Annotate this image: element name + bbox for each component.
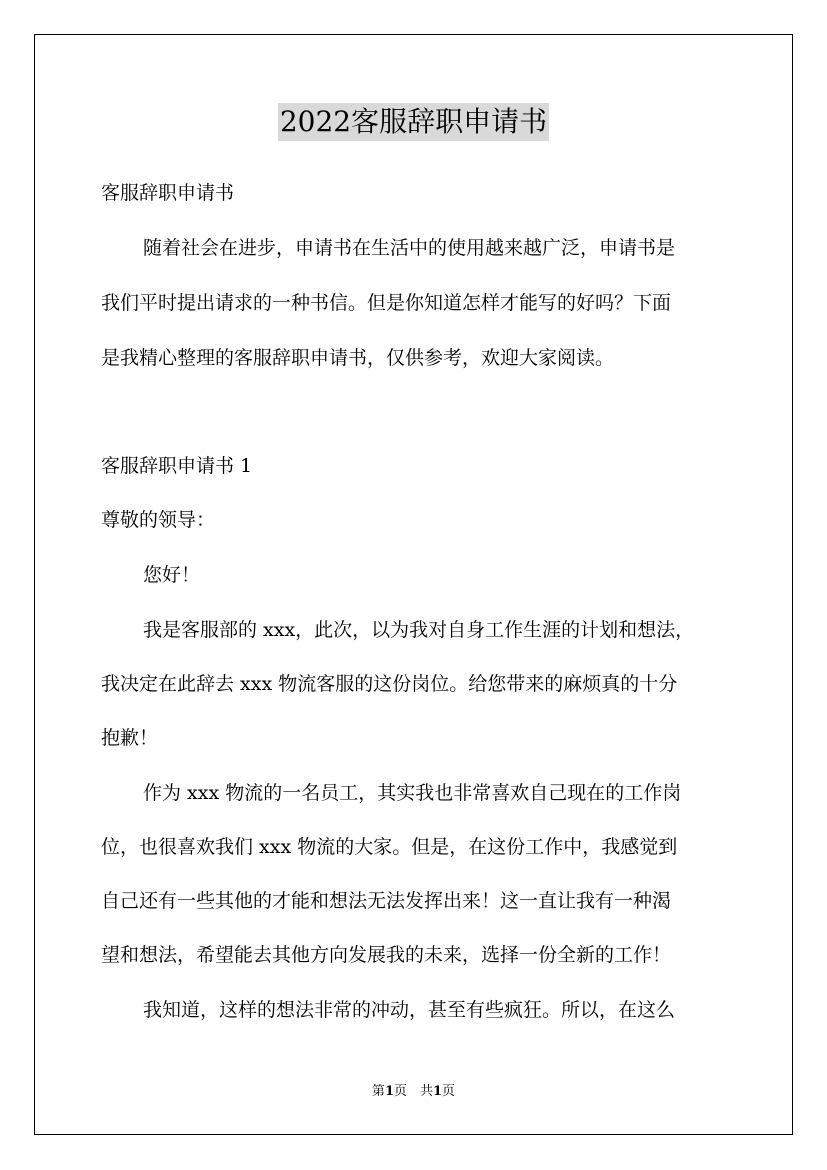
title-container	[0, 103, 827, 141]
section-heading: 客服辞职申请书 1	[101, 455, 253, 477]
paragraph-line: 我决定在此辞去 xxx 物流客服的这份岗位。给您带来的麻烦真的十分	[101, 673, 678, 695]
paragraph-line: 我们平时提出请求的一种书信。但是你知道怎样才能写的好吗？下面	[101, 292, 672, 314]
greeting: 您好！	[143, 564, 201, 586]
paragraph-line: 我知道，这样的想法非常的冲动，甚至有些疯狂。所以，在这么	[143, 999, 676, 1021]
footer-page-total: 1	[433, 1084, 443, 1099]
page-footer	[0, 1084, 827, 1100]
footer-page-current: 1	[384, 1084, 394, 1099]
salutation: 尊敬的领导：	[101, 509, 216, 531]
paragraph-line: 随着社会在进步，申请书在生活中的使用越来越广泛，申请书是	[143, 237, 676, 259]
footer-suffix: 页	[442, 1084, 456, 1099]
section-heading: 客服辞职申请书	[101, 182, 235, 204]
footer-mid: 页 共	[393, 1084, 433, 1099]
paragraph-line: 自己还有一些其他的才能和想法无法发挥出来！这一直让我有一种渴	[101, 890, 672, 912]
paragraph-line: 望和想法，希望能去其他方向发展我的未来，选择一份全新的工作！	[101, 944, 672, 966]
paragraph-line: 是我精心整理的客服辞职申请书，仅供参考，欢迎大家阅读。	[101, 347, 615, 369]
paragraph-line: 位，也很喜欢我们 xxx 物流的大家。但是，在这份工作中，我感觉到	[101, 836, 678, 858]
paragraph-line: 我是客服部的 xxx，此次，以为我对自身工作生涯的计划和想法，	[143, 619, 695, 641]
paragraph-line: 作为 xxx 物流的一名员工，其实我也非常喜欢自己现在的工作岗	[143, 782, 682, 804]
footer-prefix: 第	[371, 1084, 385, 1099]
paragraph-line: 抱歉！	[101, 727, 159, 749]
document-title: 2022客服辞职申请书	[278, 103, 549, 141]
